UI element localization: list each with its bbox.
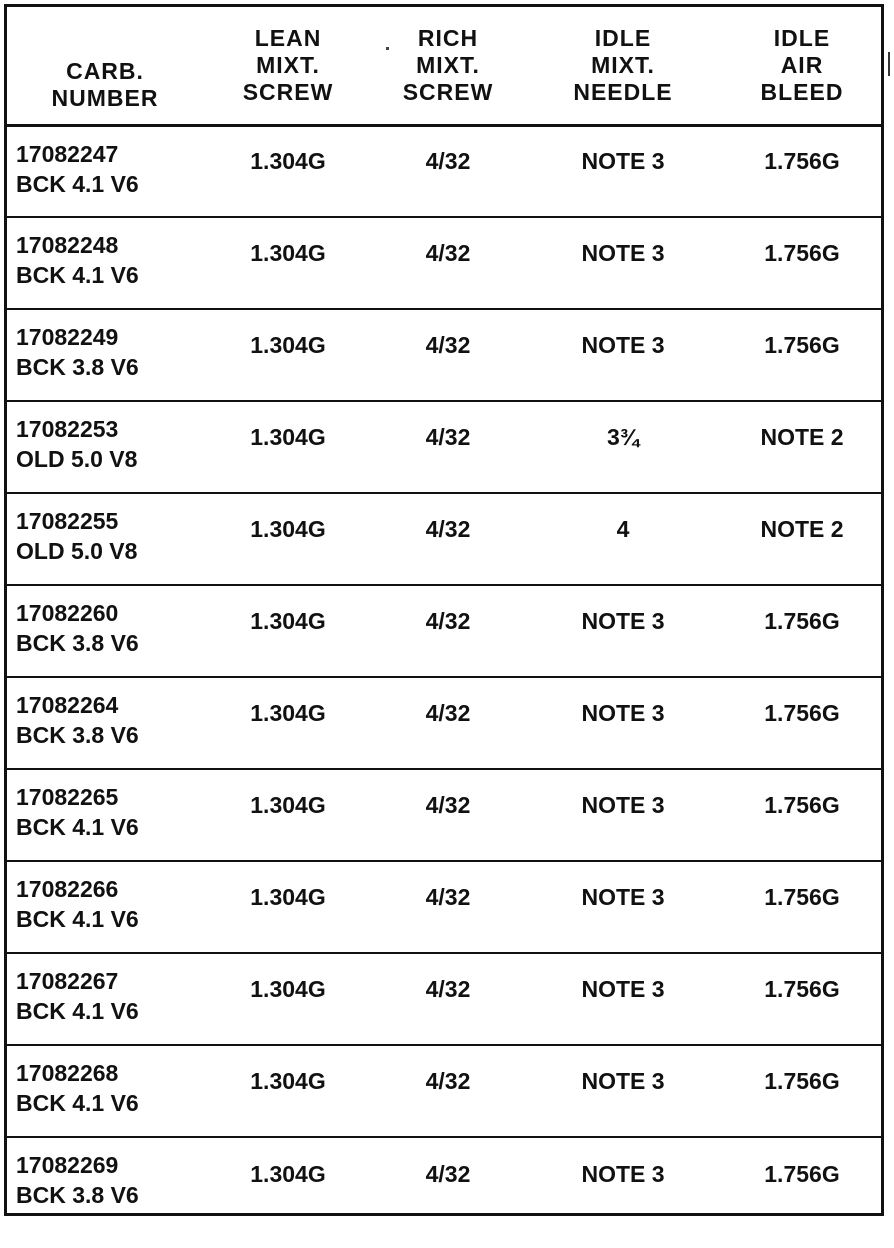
carb-number: 17082253	[16, 416, 119, 442]
column-header-rich-mixt-screw	[373, 7, 523, 125]
header-line: MIXT.	[416, 51, 480, 78]
cell-idle-air-bleed: 1.756G	[723, 861, 881, 953]
cell-idle-air-bleed: NOTE 2	[723, 493, 881, 585]
scan-speck	[386, 47, 389, 50]
cell-lean-mixt-screw: 1.304G	[203, 309, 373, 401]
engine-label: OLD 5.0 V8	[16, 446, 138, 472]
table-row	[7, 585, 881, 677]
carb-number: 17082249	[16, 324, 119, 350]
cell-rich-mixt-screw: 4/32	[373, 953, 523, 1045]
carb-number: 17082269	[16, 1152, 119, 1178]
column-header-lean-mixt-screw	[203, 7, 373, 125]
carburetor-spec-sheet	[4, 4, 884, 1216]
engine-label: BCK 4.1 V6	[16, 998, 139, 1024]
table-row	[7, 1137, 881, 1229]
carb-number: 17082248	[16, 232, 119, 258]
cell-idle-mixt-needle: NOTE 3	[523, 861, 723, 953]
table-body	[7, 125, 881, 1229]
table-row	[7, 217, 881, 309]
carb-number: 17082264	[16, 692, 119, 718]
header-line: AIR	[780, 51, 824, 78]
cell-idle-mixt-needle: 4	[523, 493, 723, 585]
cell-carb-number	[7, 769, 203, 861]
header-line: CARB.	[66, 57, 144, 84]
table-row	[7, 401, 881, 493]
table-row	[7, 493, 881, 585]
engine-label: BCK 4.1 V6	[16, 814, 139, 840]
cell-idle-air-bleed: 1.756G	[723, 309, 881, 401]
cell-lean-mixt-screw: 1.304G	[203, 1045, 373, 1137]
cell-carb-number	[7, 861, 203, 953]
engine-label: BCK 4.1 V6	[16, 906, 139, 932]
cell-carb-number	[7, 309, 203, 401]
cell-idle-mixt-needle: NOTE 3	[523, 1045, 723, 1137]
carb-number: 17082267	[16, 968, 119, 994]
cell-idle-mixt-needle: NOTE 3	[523, 585, 723, 677]
cell-lean-mixt-screw: 1.304G	[203, 861, 373, 953]
cell-rich-mixt-screw: 4/32	[373, 309, 523, 401]
cell-idle-air-bleed: 1.756G	[723, 125, 881, 217]
table-row	[7, 677, 881, 769]
header-row	[7, 7, 881, 125]
header-line: NEEDLE	[573, 78, 673, 105]
engine-label: BCK 4.1 V6	[16, 262, 139, 288]
column-header-idle-mixt-needle	[523, 7, 723, 125]
column-header-carb-number	[7, 7, 203, 125]
cell-lean-mixt-screw: 1.304G	[203, 953, 373, 1045]
cell-idle-air-bleed: 1.756G	[723, 769, 881, 861]
carburetor-spec-table	[7, 7, 881, 1229]
cell-carb-number	[7, 677, 203, 769]
cell-carb-number	[7, 217, 203, 309]
cell-carb-number	[7, 1045, 203, 1137]
cell-idle-mixt-needle: NOTE 3	[523, 953, 723, 1045]
cell-idle-air-bleed: 1.756G	[723, 953, 881, 1045]
carb-number: 17082268	[16, 1060, 119, 1086]
header-line: MIXT.	[256, 51, 320, 78]
table-header	[7, 7, 881, 125]
carb-number: 17082265	[16, 784, 119, 810]
cell-lean-mixt-screw: 1.304G	[203, 493, 373, 585]
header-line: MIXT.	[591, 51, 655, 78]
cell-idle-air-bleed: NOTE 2	[723, 401, 881, 493]
scan-edge-mark	[888, 52, 890, 76]
cell-carb-number	[7, 493, 203, 585]
cell-idle-mixt-needle: NOTE 3	[523, 217, 723, 309]
cell-rich-mixt-screw: 4/32	[373, 1045, 523, 1137]
cell-idle-mixt-needle: 3¾	[523, 401, 723, 493]
cell-lean-mixt-screw: 1.304G	[203, 401, 373, 493]
cell-rich-mixt-screw: 4/32	[373, 769, 523, 861]
header-line: SCREW	[242, 78, 334, 105]
cell-lean-mixt-screw: 1.304G	[203, 125, 373, 217]
table-row	[7, 1045, 881, 1137]
engine-label: OLD 5.0 V8	[16, 538, 138, 564]
carb-number: 17082260	[16, 600, 119, 626]
cell-idle-air-bleed: 1.756G	[723, 1045, 881, 1137]
engine-label: BCK 3.8 V6	[16, 722, 139, 748]
cell-rich-mixt-screw: 4/32	[373, 861, 523, 953]
table-row	[7, 953, 881, 1045]
table-row	[7, 309, 881, 401]
cell-idle-mixt-needle: NOTE 3	[523, 769, 723, 861]
cell-idle-mixt-needle: NOTE 3	[523, 125, 723, 217]
header-line: IDLE	[773, 24, 831, 51]
engine-label: BCK 3.8 V6	[16, 630, 139, 656]
table-row	[7, 769, 881, 861]
cell-lean-mixt-screw: 1.304G	[250, 1160, 326, 1187]
cell-rich-mixt-screw: 4/32	[373, 217, 523, 309]
header-line: LEAN	[254, 24, 322, 51]
cell-lean-mixt-screw: 1.304G	[203, 217, 373, 309]
cell-carb-number	[7, 1137, 203, 1229]
column-header-idle-air-bleed	[723, 7, 881, 125]
cell-idle-air-bleed: 1.756G	[723, 585, 881, 677]
cell-rich-mixt-screw: 4/32	[373, 677, 523, 769]
cell-rich-mixt-screw: 4/32	[373, 401, 523, 493]
cell-lean-mixt-screw: 1.304G	[203, 677, 373, 769]
carb-number: 17082255	[16, 508, 119, 534]
cell-lean-mixt-screw: 1.304G	[203, 585, 373, 677]
cell-lean-mixt-screw: 1.304G	[203, 769, 373, 861]
header-line: RICH	[417, 24, 479, 51]
header-line: IDLE	[594, 24, 652, 51]
table-row	[7, 125, 881, 217]
cell-idle-mixt-needle: NOTE 3	[523, 677, 723, 769]
cell-idle-air-bleed: 1.756G	[723, 677, 881, 769]
cell-idle-mixt-needle: NOTE 3	[523, 309, 723, 401]
carb-number: 17082266	[16, 876, 119, 902]
cell-rich-mixt-screw: 4/32	[373, 585, 523, 677]
cell-rich-mixt-screw: 4/32	[373, 493, 523, 585]
header-line: BLEED	[760, 78, 844, 105]
engine-label: BCK 3.8 V6	[16, 1182, 139, 1208]
cell-idle-mixt-needle: NOTE 3	[581, 1160, 665, 1187]
table-row	[7, 861, 881, 953]
engine-label: BCK 4.1 V6	[16, 1090, 139, 1116]
cell-rich-mixt-screw: 4/32	[425, 1160, 471, 1187]
header-line: NUMBER	[51, 84, 159, 111]
cell-carb-number	[7, 401, 203, 493]
cell-carb-number	[7, 585, 203, 677]
header-line: SCREW	[402, 78, 494, 105]
engine-label: BCK 4.1 V6	[16, 170, 139, 197]
cell-idle-air-bleed: 1.756G	[723, 217, 881, 309]
cell-carb-number	[7, 953, 203, 1045]
engine-label: BCK 3.8 V6	[16, 354, 139, 380]
cell-idle-air-bleed: 1.756G	[764, 1160, 840, 1187]
carb-number: 17082247	[16, 140, 119, 167]
cell-rich-mixt-screw: 4/32	[373, 125, 523, 217]
cell-carb-number	[7, 125, 203, 217]
